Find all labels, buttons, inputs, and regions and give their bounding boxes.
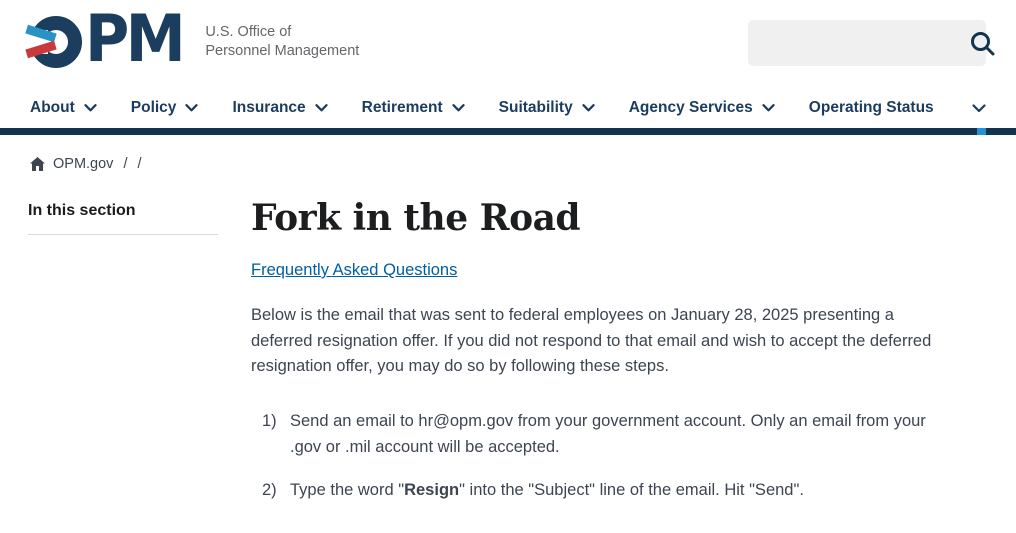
nav-item-label: Operating Status [808,99,934,116]
faq-link[interactable]: Frequently Asked Questions [251,261,458,279]
primary-nav-items [30,99,934,117]
nav-item-label: Insurance [232,99,306,116]
logo-acronym: PM [85,2,183,77]
home-icon [30,157,45,171]
search-input[interactable] [748,20,969,66]
nav-item[interactable] [809,99,934,117]
nav-item[interactable] [30,99,97,117]
list-item-marker: 2) [262,480,277,499]
nav-item-label: Retirement [361,99,443,116]
content-area [0,172,1016,520]
page-title: Fork in the Road [251,197,581,239]
nav-item[interactable] [131,99,199,117]
opm-logo[interactable] [30,2,360,77]
chevron-down-icon [762,104,775,112]
sidebar-title: In this section [28,202,218,235]
nav-scroll-indicator [977,128,986,135]
list-item-marker: 1) [262,411,277,430]
search-button[interactable] [969,20,996,66]
nav-item-label: About [30,99,75,116]
list-item [251,408,948,460]
nav-item[interactable] [499,99,595,117]
sidebar [28,202,218,235]
site-header [0,0,1016,88]
breadcrumb [0,135,1016,172]
search-box [748,20,986,66]
search-icon [969,30,996,57]
nav-item-label: Agency Services [628,99,753,116]
nav-item[interactable] [629,99,775,117]
intro-paragraph: Below is the email that was sent to federal employees on January 28, 2025 presenting a deferred resignation offer. If you did not respond to that email and wish to accept the deferred resignation offer, you may do so by following these steps. [251,306,932,375]
nav-overflow-button[interactable] [972,104,986,113]
breadcrumb-home-label: OPM.gov [53,156,114,172]
breadcrumb-separator: / [123,156,128,172]
nav-item[interactable] [232,99,327,117]
breadcrumb-home-link[interactable] [30,156,113,172]
list-item-text: Send an email to hr@opm.gov from your government account. Only an email from your .gov or .mil account will be accepted. [290,411,926,456]
chevron-down-icon [315,104,328,112]
nav-item-label: Policy [130,99,177,116]
steps-list [251,408,948,503]
nav-item-label: Suitability [498,99,573,116]
chevron-down-icon [582,104,595,112]
chevron-down-icon [185,104,198,112]
primary-nav [0,88,1016,135]
breadcrumb-separator: / [137,156,142,172]
chevron-down-icon [972,104,986,113]
opm-logo-o-mark [30,16,85,68]
list-item [251,477,948,503]
nav-item[interactable] [362,99,465,117]
main-content [251,197,948,520]
chevron-down-icon [84,104,97,112]
chevron-down-icon [452,104,465,112]
list-item-text: Type the word "Resign" into the "Subject" line of the email. Hit "Send". [290,480,804,499]
org-name: U.S. Office of Personnel Management [205,24,360,59]
